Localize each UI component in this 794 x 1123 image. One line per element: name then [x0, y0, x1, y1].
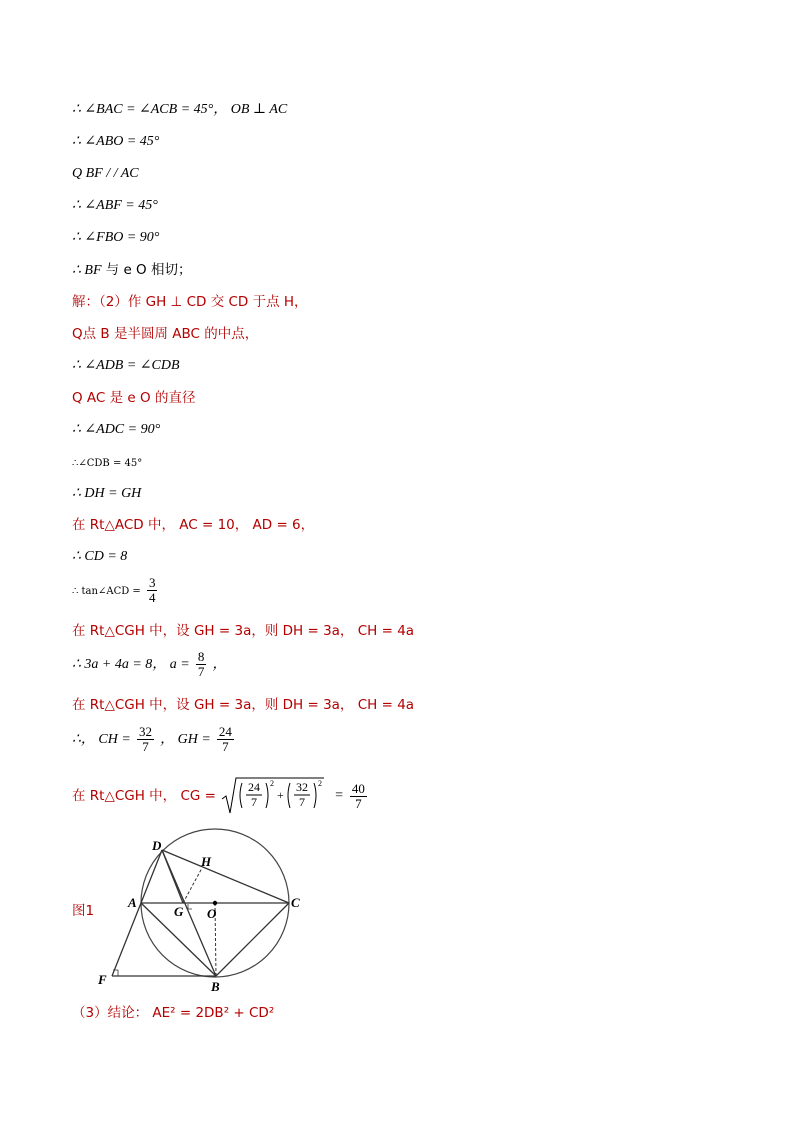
- line-15: ∴ CD = 8: [72, 549, 128, 564]
- point-o: [213, 901, 217, 905]
- line-6: ∴ BF 与 e O 相切；: [72, 262, 192, 278]
- line-20: ∴， CH = $\frac{32}{7}$ ， GH = $\frac{24}{7}$: [72, 724, 232, 754]
- sqrt-den-2: 7: [299, 795, 306, 809]
- figure-label: 图1: [72, 903, 95, 919]
- sqrt-num-2: 32: [296, 780, 309, 794]
- line-5: ∴ ∠FBO = 90°: [72, 230, 160, 245]
- line-14: 在 Rt△ACD 中， AC = 10， AD = 6，: [72, 517, 315, 533]
- fraction-ch: $\frac{32}{7}$: [138, 724, 152, 754]
- line-13: ∴ DH = GH: [72, 486, 142, 501]
- sqrt-plus: +: [277, 788, 284, 802]
- line-17: 在 Rt△CGH 中，设 GH = 3a，则 DH = 3a， CH = 4a: [72, 623, 415, 639]
- line-21: 在 Rt△CGH 中， CG = 24 7 2 + 32 7 2 = $\frac{40}{7}$: [72, 775, 369, 819]
- fraction-a: $\frac{8}{7}$: [197, 649, 205, 679]
- sqrt-expression: [220, 775, 330, 817]
- label-c: C: [291, 895, 300, 910]
- label-d: D: [152, 838, 162, 853]
- line-11: ∴ ∠ADC = 90°: [72, 422, 161, 437]
- sup-2: 2: [318, 779, 323, 788]
- sup-1: 2: [270, 779, 275, 788]
- line-4: ∴ ∠ABF = 45°: [72, 198, 158, 213]
- geometry-figure: [90, 826, 330, 1006]
- segment-ad: [141, 850, 162, 903]
- line-7: 解：（2）作 GH ⊥ CD 交 CD 于点 H，: [72, 294, 308, 310]
- line-9: ∴ ∠ADB = ∠CDB: [72, 358, 180, 373]
- segment-af: [112, 903, 141, 976]
- line-10: Q AC 是 e O 的直径: [72, 390, 196, 406]
- segment-cb: [216, 903, 289, 976]
- fraction-gh: $\frac{24}{7}$: [218, 724, 232, 754]
- line-19: 在 Rt△CGH 中，设 GH = 3a，则 DH = 3a， CH = 4a: [72, 697, 415, 713]
- label-b: B: [211, 979, 220, 994]
- line-2: ∴ ∠ABO = 45°: [72, 134, 160, 149]
- line-8: Q点 B 是半圆周 ABC 的中点，: [72, 326, 259, 342]
- label-o: O: [207, 906, 217, 921]
- segment-gh: [183, 868, 202, 903]
- line-12: ∴∠CDB = 45°: [72, 458, 143, 469]
- line-22: （3）结论： AE² = 2DB² + CD²: [72, 1005, 275, 1021]
- fraction-tan: $\frac{3}{4}$: [148, 575, 156, 605]
- line-1: ∴ ∠BAC = ∠ACB = 45°， OB ⊥ AC: [72, 102, 288, 117]
- label-f: F: [98, 972, 107, 987]
- right-angle-g: [188, 904, 192, 909]
- fraction-cg: $\frac{40}{7}$: [351, 780, 365, 811]
- sqrt-den-1: 7: [251, 795, 258, 809]
- line-18: ∴ 3a + 4a = 8， a = $\frac{8}{7}$ ，: [72, 649, 227, 679]
- label-h: H: [201, 854, 212, 869]
- label-g: G: [174, 904, 184, 919]
- label-a: A: [128, 895, 137, 910]
- line-3: Q BF / / AC: [72, 166, 139, 181]
- sqrt-num-1: 24: [248, 780, 261, 794]
- line-16: ∴ tan∠ACD = $\frac{3}{4}$: [72, 575, 156, 605]
